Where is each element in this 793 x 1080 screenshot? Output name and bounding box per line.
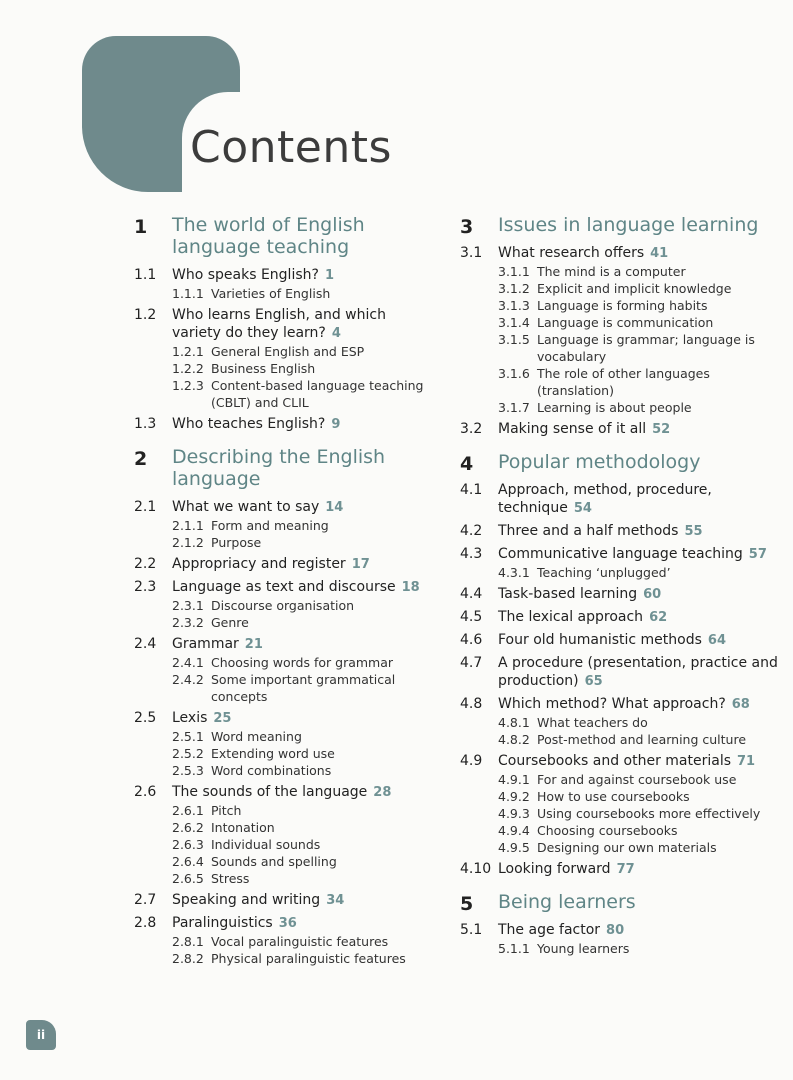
- subsection-title: Stress: [211, 871, 250, 886]
- subsection-entry[interactable]: [172, 343, 434, 360]
- section-page-number: 64: [707, 633, 726, 648]
- section-page-number: 36: [278, 916, 297, 931]
- subsection-number: 2.3.1: [172, 598, 204, 613]
- subsection-title: Language is communication: [537, 315, 714, 330]
- section-number: 2.7: [134, 892, 157, 908]
- section-number: 2.5: [134, 710, 157, 726]
- subsection-entry[interactable]: [498, 297, 780, 314]
- section-entry[interactable]: [134, 306, 434, 343]
- subsection-number: 5.1.1: [498, 941, 530, 956]
- subsection-entry[interactable]: [498, 788, 780, 805]
- subsection-title: The mind is a computer: [537, 264, 686, 279]
- section-title: What research offers 41: [498, 245, 669, 261]
- section-title: Task-based learning 60: [498, 586, 662, 602]
- subsection-title: Teaching ‘unplugged’: [537, 565, 671, 580]
- section-title: The age factor 80: [498, 922, 625, 938]
- chapter-title: Being learners: [498, 891, 636, 913]
- subsection-number: 3.1.3: [498, 298, 530, 313]
- section-page-number: 71: [737, 754, 756, 769]
- subsection-entry[interactable]: [172, 745, 434, 762]
- section-page-number: 52: [652, 422, 671, 437]
- subsection-number: 1.2.3: [172, 378, 204, 393]
- section-entry[interactable]: [460, 481, 780, 518]
- section-number: 4.7: [460, 655, 483, 671]
- subsection-entry[interactable]: [172, 285, 434, 302]
- subsection-number: 4.9.2: [498, 789, 530, 804]
- subsection-entry[interactable]: [498, 731, 780, 748]
- section-title: Grammar 21: [172, 636, 263, 652]
- subsection-number: 3.1.5: [498, 332, 530, 347]
- section-page-number: 14: [325, 500, 344, 515]
- subsection-title: Post-method and learning culture: [537, 732, 747, 747]
- chapter-gap: [460, 439, 780, 451]
- section-page-number: 28: [373, 785, 392, 800]
- subsection-title: Purpose: [211, 535, 262, 550]
- section-page-number: 25: [213, 711, 232, 726]
- subsection-entry[interactable]: [172, 728, 434, 745]
- subsection-title: Vocal paralinguistic features: [211, 934, 389, 949]
- subsection-title: Genre: [211, 615, 249, 630]
- section-title: Speaking and writing 34: [172, 892, 345, 908]
- section-page-number: 80: [606, 923, 625, 938]
- section-entry[interactable]: [460, 608, 780, 627]
- section-title: Four old humanistic methods 64: [498, 632, 726, 648]
- section-page-number: 4: [331, 326, 341, 341]
- section-page-number: 68: [731, 697, 750, 712]
- section-entry[interactable]: [134, 498, 434, 517]
- chapter-gap: [134, 434, 434, 446]
- chapter-heading[interactable]: [460, 451, 780, 473]
- section-title: Making sense of it all 52: [498, 421, 671, 437]
- section-entry[interactable]: [460, 631, 780, 650]
- chapter-gap: [460, 879, 780, 891]
- subsection-number: 4.3.1: [498, 565, 530, 580]
- subsection-title: The role of other languages (translation): [537, 366, 710, 398]
- subsection-entry[interactable]: [172, 654, 434, 671]
- subsection-title: Individual sounds: [211, 837, 321, 852]
- section-number: 1.1: [134, 267, 157, 283]
- section-page-number: 34: [326, 893, 345, 908]
- section-entry[interactable]: [460, 585, 780, 604]
- section-number: 2.2: [134, 556, 157, 572]
- subsection-entry[interactable]: [172, 534, 434, 551]
- subsection-title: Word meaning: [211, 729, 302, 744]
- section-entry[interactable]: [134, 709, 434, 728]
- chapter-number: 4: [460, 453, 474, 475]
- toc-left-column: [134, 214, 434, 967]
- section-title: Who learns English, and which variety do they learn? 4: [172, 307, 386, 341]
- subsection-number: 2.6.4: [172, 854, 204, 869]
- section-title: Approach, method, procedure, technique 54: [498, 482, 712, 516]
- subsection-entry[interactable]: [498, 714, 780, 731]
- subsection-title: Physical paralinguistic features: [211, 951, 406, 966]
- section-page-number: 62: [649, 610, 668, 625]
- section-number: 4.10: [460, 861, 492, 877]
- subsection-number: 3.1.6: [498, 366, 530, 381]
- subsection-title: What teachers do: [537, 715, 648, 730]
- section-title: Which method? What approach? 68: [498, 696, 750, 712]
- subsection-entry[interactable]: [172, 819, 434, 836]
- section-number: 1.3: [134, 416, 157, 432]
- subsection-number: 2.5.3: [172, 763, 204, 778]
- chapter-heading[interactable]: [460, 891, 780, 913]
- subsection-number: 3.1.7: [498, 400, 530, 415]
- section-title: Paralinguistics 36: [172, 915, 297, 931]
- subsection-title: Form and meaning: [211, 518, 329, 533]
- subsection-entry[interactable]: [172, 671, 434, 705]
- section-page-number: 57: [748, 547, 767, 562]
- section-title: The lexical approach 62: [498, 609, 668, 625]
- subsection-number: 4.8.2: [498, 732, 530, 747]
- subsection-number: 2.8.2: [172, 951, 204, 966]
- section-number: 4.5: [460, 609, 483, 625]
- subsection-entry[interactable]: [172, 762, 434, 779]
- section-page-number: 21: [244, 637, 263, 652]
- section-entry[interactable]: [134, 578, 434, 597]
- chapter-number: 5: [460, 893, 474, 915]
- section-title: Communicative language teaching 57: [498, 546, 767, 562]
- subsection-title: Sounds and spelling: [211, 854, 337, 869]
- section-entry[interactable]: [134, 415, 434, 434]
- section-number: 4.8: [460, 696, 483, 712]
- section-page-number: 77: [616, 862, 635, 877]
- subsection-title: Intonation: [211, 820, 275, 835]
- subsection-entry[interactable]: [172, 360, 434, 377]
- subsection-title: Varieties of English: [211, 286, 331, 301]
- subsection-number: 2.6.5: [172, 871, 204, 886]
- section-number: 4.9: [460, 753, 483, 769]
- section-entry[interactable]: [460, 244, 780, 263]
- section-page-number: 41: [650, 246, 669, 261]
- subsection-entry[interactable]: [172, 950, 434, 967]
- subsection-entry[interactable]: [172, 836, 434, 853]
- section-entry[interactable]: [134, 914, 434, 933]
- section-number: 2.1: [134, 499, 157, 515]
- subsection-title: Business English: [211, 361, 316, 376]
- subsection-entry[interactable]: [172, 377, 434, 411]
- subsection-title: Pitch: [211, 803, 242, 818]
- section-number: 2.8: [134, 915, 157, 931]
- section-number: 1.2: [134, 307, 157, 323]
- subsection-entry[interactable]: [498, 771, 780, 788]
- subsection-title: Explicit and implicit knowledge: [537, 281, 732, 296]
- section-number: 4.3: [460, 546, 483, 562]
- page-number: ii: [26, 1020, 56, 1050]
- chapter-number: 3: [460, 216, 474, 238]
- section-number: 5.1: [460, 922, 483, 938]
- section-entry[interactable]: [460, 921, 780, 940]
- subsection-number: 2.8.1: [172, 934, 204, 949]
- subsection-entry[interactable]: [498, 365, 780, 399]
- section-entry[interactable]: [460, 420, 780, 439]
- section-page-number: 65: [584, 674, 603, 689]
- section-title: Language as text and discourse 18: [172, 579, 420, 595]
- section-title: Coursebooks and other materials 71: [498, 753, 756, 769]
- section-number: 4.2: [460, 523, 483, 539]
- chapter-number: 1: [134, 216, 148, 238]
- section-title: Who speaks English? 1: [172, 267, 334, 283]
- section-entry[interactable]: [460, 545, 780, 564]
- subsection-title: For and against coursebook use: [537, 772, 737, 787]
- subsection-number: 2.3.2: [172, 615, 204, 630]
- subsection-entry[interactable]: [498, 822, 780, 839]
- subsection-title: Learning is about people: [537, 400, 692, 415]
- section-entry[interactable]: [460, 695, 780, 714]
- subsection-entry[interactable]: [498, 331, 780, 365]
- subsection-number: 1.2.1: [172, 344, 204, 359]
- subsection-title: Word combinations: [211, 763, 332, 778]
- section-title: Who teaches English? 9: [172, 416, 341, 432]
- subsection-number: 2.6.2: [172, 820, 204, 835]
- subsection-entry[interactable]: [498, 564, 780, 581]
- subsection-number: 4.9.3: [498, 806, 530, 821]
- subsection-number: 2.1.2: [172, 535, 204, 550]
- subsection-entry[interactable]: [172, 597, 434, 614]
- section-title: The sounds of the language 28: [172, 784, 392, 800]
- subsection-entry[interactable]: [498, 399, 780, 416]
- subsection-number: 4.9.1: [498, 772, 530, 787]
- subsection-title: Language is grammar; language is vocabulary: [537, 332, 755, 364]
- toc-right-column: [460, 214, 780, 957]
- subsection-entry[interactable]: [172, 614, 434, 631]
- section-number: 4.6: [460, 632, 483, 648]
- subsection-title: How to use coursebooks: [537, 789, 690, 804]
- section-page-number: 55: [684, 524, 703, 539]
- subsection-entry[interactable]: [172, 802, 434, 819]
- chapter-heading[interactable]: [460, 214, 780, 236]
- subsection-title: Choosing coursebooks: [537, 823, 678, 838]
- section-title: Appropriacy and register 17: [172, 556, 370, 572]
- section-title: A procedure (presentation, practice and production) 65: [498, 655, 778, 689]
- subsection-entry[interactable]: [498, 940, 780, 957]
- section-page-number: 18: [401, 580, 420, 595]
- section-number: 2.3: [134, 579, 157, 595]
- section-title: Lexis 25: [172, 710, 232, 726]
- chapter-title: Describing the English language: [172, 446, 386, 490]
- subsection-entry[interactable]: [172, 870, 434, 887]
- section-entry[interactable]: [134, 555, 434, 574]
- subsection-number: 2.5.1: [172, 729, 204, 744]
- section-entry[interactable]: [460, 522, 780, 541]
- subsection-entry[interactable]: [498, 263, 780, 280]
- subsection-entry[interactable]: [172, 933, 434, 950]
- section-number: 4.1: [460, 482, 483, 498]
- subsection-number: 2.6.1: [172, 803, 204, 818]
- subsection-entry[interactable]: [498, 314, 780, 331]
- section-entry[interactable]: [134, 266, 434, 285]
- subsection-number: 3.1.4: [498, 315, 530, 330]
- section-title: Three and a half methods 55: [498, 523, 703, 539]
- subsection-number: 4.9.5: [498, 840, 530, 855]
- section-number: 2.6: [134, 784, 157, 800]
- subsection-title: Some important grammatical concepts: [211, 672, 396, 704]
- subsection-title: Discourse organisation: [211, 598, 355, 613]
- section-title: Looking forward 77: [498, 861, 635, 877]
- subsection-number: 2.4.2: [172, 672, 204, 687]
- subsection-title: Young learners: [537, 941, 630, 956]
- chapter-heading[interactable]: [134, 446, 434, 490]
- section-entry[interactable]: [460, 860, 780, 879]
- subsection-title: Using coursebooks more effectively: [537, 806, 761, 821]
- subsection-title: Designing our own materials: [537, 840, 717, 855]
- subsection-number: 3.1.2: [498, 281, 530, 296]
- section-page-number: 54: [573, 501, 592, 516]
- section-number: 4.4: [460, 586, 483, 602]
- page-title: Contents: [190, 122, 392, 173]
- subsection-title: General English and ESP: [211, 344, 365, 359]
- section-number: 3.2: [460, 421, 483, 437]
- subsection-title: Extending word use: [211, 746, 335, 761]
- subsection-title: Language is forming habits: [537, 298, 708, 313]
- subsection-number: 1.2.2: [172, 361, 204, 376]
- chapter-heading[interactable]: [134, 214, 434, 258]
- subsection-number: 4.8.1: [498, 715, 530, 730]
- section-entry[interactable]: [134, 783, 434, 802]
- subsection-entry[interactable]: [172, 517, 434, 534]
- chapter-title: Issues in language learning: [498, 214, 759, 236]
- section-page-number: 17: [351, 557, 370, 572]
- subsection-number: 1.1.1: [172, 286, 204, 301]
- subsection-number: 2.4.1: [172, 655, 204, 670]
- subsection-number: 3.1.1: [498, 264, 530, 279]
- section-page-number: 60: [643, 587, 662, 602]
- subsection-number: 4.9.4: [498, 823, 530, 838]
- section-entry[interactable]: [460, 654, 780, 691]
- subsection-title: Choosing words for grammar: [211, 655, 394, 670]
- subsection-number: 2.1.1: [172, 518, 204, 533]
- section-title: What we want to say 14: [172, 499, 344, 515]
- chapter-title: Popular methodology: [498, 451, 701, 473]
- subsection-title: Content-based language teaching (CBLT) and CLIL: [211, 378, 424, 410]
- section-page-number: 9: [331, 417, 341, 432]
- section-number: 2.4: [134, 636, 157, 652]
- section-number: 3.1: [460, 245, 483, 261]
- chapter-title: The world of English language teaching: [172, 214, 365, 258]
- subsection-entry[interactable]: [498, 839, 780, 856]
- subsection-entry[interactable]: [172, 853, 434, 870]
- section-entry[interactable]: [134, 635, 434, 654]
- section-page-number: 1: [324, 268, 334, 283]
- section-entry[interactable]: [134, 891, 434, 910]
- subsection-number: 2.5.2: [172, 746, 204, 761]
- subsection-entry[interactable]: [498, 805, 780, 822]
- chapter-number: 2: [134, 448, 148, 470]
- subsection-number: 2.6.3: [172, 837, 204, 852]
- subsection-entry[interactable]: [498, 280, 780, 297]
- section-entry[interactable]: [460, 752, 780, 771]
